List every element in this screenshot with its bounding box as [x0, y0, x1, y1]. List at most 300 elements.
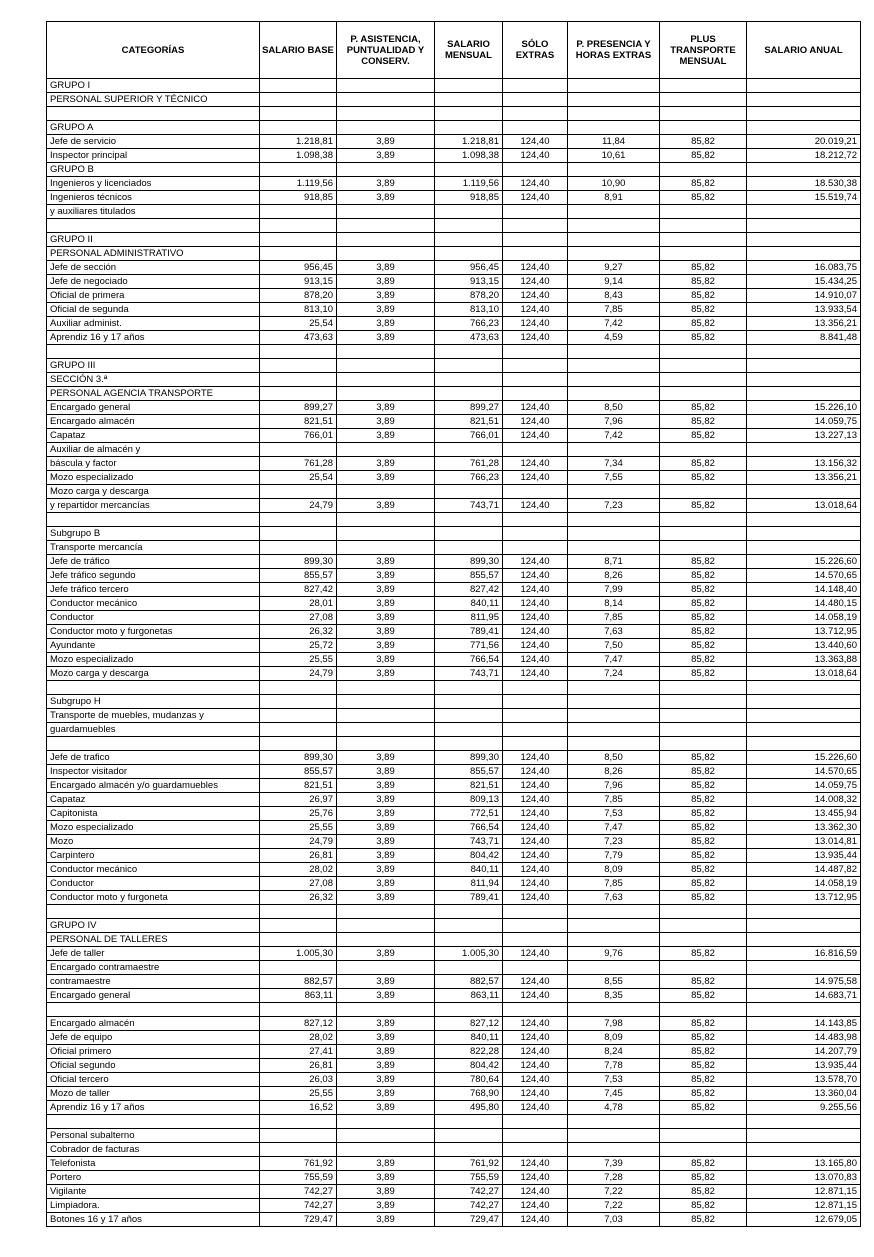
cell-p-asistencia: 3,89 [337, 863, 435, 877]
cell-p-asistencia [337, 1129, 435, 1143]
cell-plus-transporte [660, 1115, 747, 1129]
cell-category: Carpintero [47, 849, 260, 863]
table-row [47, 1185, 861, 1199]
cell-solo-extras: 124,40 [503, 989, 568, 1003]
cell-p-presencia: 7,85 [568, 611, 660, 625]
cell-plus-transporte: 85,82 [660, 1185, 747, 1199]
cell-salario-mensual: 743,71 [435, 499, 503, 513]
table-row [47, 1059, 861, 1073]
cell-salario-anual [747, 961, 861, 975]
cell-salario-anual: 14.487,82 [747, 863, 861, 877]
cell-salario-mensual: 761,28 [435, 457, 503, 471]
cell-p-presencia [568, 527, 660, 541]
cell-salario-anual [747, 513, 861, 527]
table-row [47, 527, 861, 541]
cell-solo-extras: 124,40 [503, 1185, 568, 1199]
cell-salario-anual: 9.255,56 [747, 1101, 861, 1115]
table-row [47, 863, 861, 877]
cell-p-presencia: 8,55 [568, 975, 660, 989]
cell-salario-base: 16,52 [260, 1101, 337, 1115]
cell-p-presencia: 7,28 [568, 1171, 660, 1185]
table-row [47, 919, 861, 933]
cell-p-asistencia: 3,89 [337, 779, 435, 793]
cell-solo-extras: 124,40 [503, 1101, 568, 1115]
cell-p-asistencia: 3,89 [337, 191, 435, 205]
cell-p-presencia [568, 709, 660, 723]
cell-p-asistencia [337, 219, 435, 233]
cell-category: Subgrupo H [47, 695, 260, 709]
cell-salario-anual [747, 1129, 861, 1143]
cell-salario-base: 855,57 [260, 765, 337, 779]
cell-salario-base [260, 527, 337, 541]
cell-p-presencia: 9,27 [568, 261, 660, 275]
cell-category: GRUPO III [47, 359, 260, 373]
cell-salario-anual: 13.360,04 [747, 1087, 861, 1101]
table-row [47, 653, 861, 667]
cell-category: Jefe de equipo [47, 1031, 260, 1045]
cell-salario-mensual: 789,41 [435, 625, 503, 639]
cell-plus-transporte: 85,82 [660, 1101, 747, 1115]
cell-category [47, 905, 260, 919]
cell-category [47, 1115, 260, 1129]
cell-p-presencia: 4,78 [568, 1101, 660, 1115]
cell-p-asistencia: 3,89 [337, 821, 435, 835]
cell-salario-anual: 13.156,32 [747, 457, 861, 471]
cell-p-presencia: 11,84 [568, 135, 660, 149]
cell-solo-extras: 124,40 [503, 835, 568, 849]
cell-salario-base: 27,08 [260, 611, 337, 625]
cell-solo-extras: 124,40 [503, 191, 568, 205]
cell-plus-transporte: 85,82 [660, 1045, 747, 1059]
table-row [47, 387, 861, 401]
cell-p-presencia: 7,85 [568, 877, 660, 891]
cell-plus-transporte [660, 485, 747, 499]
cell-p-presencia: 7,98 [568, 1017, 660, 1031]
cell-salario-mensual: 827,12 [435, 1017, 503, 1031]
cell-p-presencia: 7,53 [568, 807, 660, 821]
cell-salario-mensual: 473,63 [435, 331, 503, 345]
table-row [47, 1101, 861, 1115]
table-row [47, 835, 861, 849]
cell-solo-extras: 124,40 [503, 471, 568, 485]
cell-p-presencia: 8,26 [568, 765, 660, 779]
table-row [47, 121, 861, 135]
cell-category: Conductor moto y furgoneta [47, 891, 260, 905]
table-row [47, 219, 861, 233]
cell-salario-base: 1.218,81 [260, 135, 337, 149]
cell-plus-transporte: 85,82 [660, 653, 747, 667]
cell-category: Encargado almacén [47, 415, 260, 429]
cell-category: Capataz [47, 429, 260, 443]
cell-salario-anual: 14.059,75 [747, 415, 861, 429]
cell-p-presencia: 8,26 [568, 569, 660, 583]
cell-p-presencia [568, 905, 660, 919]
cell-p-asistencia: 3,89 [337, 569, 435, 583]
cell-salario-base: 1.098,38 [260, 149, 337, 163]
cell-category: GRUPO II [47, 233, 260, 247]
cell-solo-extras [503, 219, 568, 233]
cell-p-presencia: 7,03 [568, 1213, 660, 1227]
cell-category: y repartidor mercancías [47, 499, 260, 513]
cell-salario-base [260, 919, 337, 933]
cell-salario-mensual [435, 919, 503, 933]
cell-salario-mensual: 813,10 [435, 303, 503, 317]
table-row [47, 107, 861, 121]
cell-salario-base: 24,79 [260, 667, 337, 681]
cell-p-asistencia: 3,89 [337, 877, 435, 891]
cell-category: GRUPO I [47, 79, 260, 93]
cell-category: Subgrupo B [47, 527, 260, 541]
table-row [47, 191, 861, 205]
cell-salario-anual [747, 1003, 861, 1017]
cell-salario-base: 1.119,56 [260, 177, 337, 191]
table-row [47, 681, 861, 695]
cell-solo-extras [503, 93, 568, 107]
cell-p-asistencia: 3,89 [337, 261, 435, 275]
cell-solo-extras [503, 737, 568, 751]
cell-category [47, 513, 260, 527]
cell-plus-transporte: 85,82 [660, 1087, 747, 1101]
cell-solo-extras: 124,40 [503, 401, 568, 415]
header-salario-anual: SALARIO ANUAL [747, 22, 861, 79]
cell-solo-extras [503, 961, 568, 975]
cell-salario-anual [747, 933, 861, 947]
cell-solo-extras: 124,40 [503, 611, 568, 625]
table-row [47, 737, 861, 751]
table-row [47, 247, 861, 261]
cell-p-presencia: 7,47 [568, 653, 660, 667]
cell-salario-mensual: 766,23 [435, 471, 503, 485]
table-row [47, 233, 861, 247]
cell-salario-base: 26,81 [260, 849, 337, 863]
cell-salario-anual [747, 527, 861, 541]
table-row [47, 415, 861, 429]
cell-plus-transporte [660, 737, 747, 751]
cell-category: Oficial de primera [47, 289, 260, 303]
cell-p-presencia [568, 79, 660, 93]
cell-solo-extras [503, 107, 568, 121]
table-row [47, 1171, 861, 1185]
cell-salario-base: 28,02 [260, 1031, 337, 1045]
cell-p-asistencia: 3,89 [337, 303, 435, 317]
cell-salario-base [260, 373, 337, 387]
cell-solo-extras [503, 443, 568, 457]
cell-salario-base [260, 219, 337, 233]
cell-p-presencia: 7,34 [568, 457, 660, 471]
cell-salario-mensual [435, 373, 503, 387]
cell-salario-mensual: 766,54 [435, 653, 503, 667]
cell-salario-mensual [435, 1003, 503, 1017]
cell-plus-transporte: 85,82 [660, 415, 747, 429]
cell-salario-anual: 15.226,60 [747, 751, 861, 765]
cell-plus-transporte [660, 1003, 747, 1017]
cell-p-asistencia [337, 513, 435, 527]
cell-category: contramaestre [47, 975, 260, 989]
cell-salario-base [260, 93, 337, 107]
cell-salario-anual [747, 219, 861, 233]
cell-salario-mensual: 821,51 [435, 779, 503, 793]
cell-salario-anual: 14.059,75 [747, 779, 861, 793]
cell-salario-base: 25,55 [260, 653, 337, 667]
cell-solo-extras: 124,40 [503, 751, 568, 765]
cell-category: Conductor [47, 611, 260, 625]
header-p-presencia: P. PRESENCIA Y HORAS EXTRAS [568, 22, 660, 79]
cell-plus-transporte: 85,82 [660, 1213, 747, 1227]
cell-category: PERSONAL ADMINISTRATIVO [47, 247, 260, 261]
cell-salario-mensual: 899,30 [435, 751, 503, 765]
cell-solo-extras: 124,40 [503, 583, 568, 597]
cell-salario-base: 863,11 [260, 989, 337, 1003]
cell-salario-base: 855,57 [260, 569, 337, 583]
cell-p-presencia: 4,59 [568, 331, 660, 345]
cell-p-asistencia: 3,89 [337, 317, 435, 331]
cell-p-presencia [568, 681, 660, 695]
cell-p-asistencia: 3,89 [337, 275, 435, 289]
cell-plus-transporte [660, 359, 747, 373]
cell-p-presencia [568, 387, 660, 401]
cell-salario-anual: 13.935,44 [747, 849, 861, 863]
cell-category: Jefe de sección [47, 261, 260, 275]
cell-salario-base: 827,42 [260, 583, 337, 597]
cell-plus-transporte [660, 373, 747, 387]
cell-salario-base [260, 247, 337, 261]
cell-p-asistencia: 3,89 [337, 1059, 435, 1073]
cell-p-presencia: 8,43 [568, 289, 660, 303]
cell-p-asistencia [337, 723, 435, 737]
cell-plus-transporte: 85,82 [660, 667, 747, 681]
cell-p-asistencia [337, 205, 435, 219]
cell-salario-anual: 18.212,72 [747, 149, 861, 163]
cell-plus-transporte: 85,82 [660, 947, 747, 961]
table-row [47, 555, 861, 569]
table-row [47, 1213, 861, 1227]
cell-plus-transporte [660, 443, 747, 457]
cell-p-asistencia: 3,89 [337, 401, 435, 415]
cell-solo-extras [503, 205, 568, 219]
cell-category [47, 219, 260, 233]
table-row [47, 905, 861, 919]
cell-category: Ayundante [47, 639, 260, 653]
table-row [47, 331, 861, 345]
table-row [47, 891, 861, 905]
cell-p-presencia: 7,96 [568, 415, 660, 429]
cell-p-presencia: 8,24 [568, 1045, 660, 1059]
cell-salario-anual: 13.356,21 [747, 471, 861, 485]
cell-salario-anual [747, 723, 861, 737]
cell-salario-anual: 18.530,38 [747, 177, 861, 191]
cell-salario-mensual: 840,11 [435, 863, 503, 877]
cell-p-asistencia [337, 359, 435, 373]
cell-salario-mensual [435, 681, 503, 695]
cell-category: Inspector visitador [47, 765, 260, 779]
cell-salario-base [260, 905, 337, 919]
cell-category: Mozo especializado [47, 821, 260, 835]
cell-p-presencia: 7,50 [568, 639, 660, 653]
salary-table-container [46, 21, 860, 1227]
cell-salario-mensual: 855,57 [435, 569, 503, 583]
cell-p-asistencia: 3,89 [337, 835, 435, 849]
cell-p-presencia: 7,23 [568, 499, 660, 513]
cell-p-presencia: 8,35 [568, 989, 660, 1003]
cell-salario-mensual [435, 359, 503, 373]
cell-category: Jefe de taller [47, 947, 260, 961]
cell-p-presencia: 7,22 [568, 1185, 660, 1199]
cell-salario-base: 25,72 [260, 639, 337, 653]
cell-solo-extras [503, 163, 568, 177]
cell-salario-anual [747, 681, 861, 695]
cell-salario-mensual: 821,51 [435, 415, 503, 429]
cell-solo-extras [503, 121, 568, 135]
cell-salario-mensual [435, 695, 503, 709]
cell-salario-anual [747, 443, 861, 457]
cell-solo-extras: 124,40 [503, 639, 568, 653]
cell-category: Transporte mercancía [47, 541, 260, 555]
cell-salario-base: 899,27 [260, 401, 337, 415]
cell-category: Jefe de negociado [47, 275, 260, 289]
cell-salario-base: 24,79 [260, 835, 337, 849]
cell-category: Encargado general [47, 989, 260, 1003]
cell-salario-anual: 15.434,25 [747, 275, 861, 289]
cell-p-presencia: 7,45 [568, 1087, 660, 1101]
cell-solo-extras: 124,40 [503, 863, 568, 877]
cell-plus-transporte [660, 219, 747, 233]
cell-p-asistencia [337, 345, 435, 359]
cell-p-asistencia [337, 79, 435, 93]
cell-salario-anual: 15.226,10 [747, 401, 861, 415]
table-row [47, 93, 861, 107]
cell-salario-anual: 13.712,95 [747, 891, 861, 905]
cell-plus-transporte: 85,82 [660, 989, 747, 1003]
cell-salario-mensual: 1.218,81 [435, 135, 503, 149]
table-row [47, 1003, 861, 1017]
cell-p-asistencia: 3,89 [337, 653, 435, 667]
cell-category: Portero [47, 1171, 260, 1185]
cell-solo-extras: 124,40 [503, 289, 568, 303]
table-row [47, 793, 861, 807]
cell-p-presencia: 7,47 [568, 821, 660, 835]
cell-salario-mensual: 761,92 [435, 1157, 503, 1171]
header-salario-mensual: SALARIO MENSUAL [435, 22, 503, 79]
cell-salario-base: 913,15 [260, 275, 337, 289]
table-row [47, 849, 861, 863]
cell-salario-anual: 13.578,70 [747, 1073, 861, 1087]
cell-salario-base: 918,85 [260, 191, 337, 205]
cell-salario-base: 761,28 [260, 457, 337, 471]
cell-salario-base: 956,45 [260, 261, 337, 275]
cell-salario-mensual: 804,42 [435, 849, 503, 863]
cell-plus-transporte: 85,82 [660, 1157, 747, 1171]
cell-p-asistencia [337, 737, 435, 751]
cell-category: Mozo carga y descarga [47, 667, 260, 681]
table-row [47, 1199, 861, 1213]
cell-salario-base: 27,08 [260, 877, 337, 891]
cell-plus-transporte: 85,82 [660, 975, 747, 989]
table-row [47, 359, 861, 373]
cell-salario-anual [747, 905, 861, 919]
cell-salario-mensual [435, 205, 503, 219]
cell-salario-anual: 13.455,94 [747, 807, 861, 821]
cell-salario-base [260, 79, 337, 93]
cell-plus-transporte: 85,82 [660, 821, 747, 835]
cell-plus-transporte: 85,82 [660, 597, 747, 611]
cell-p-asistencia: 3,89 [337, 1087, 435, 1101]
cell-solo-extras: 124,40 [503, 1199, 568, 1213]
cell-plus-transporte [660, 93, 747, 107]
cell-solo-extras: 124,40 [503, 317, 568, 331]
cell-p-asistencia: 3,89 [337, 625, 435, 639]
cell-category: Conductor [47, 877, 260, 891]
cell-p-presencia: 7,23 [568, 835, 660, 849]
cell-salario-base [260, 443, 337, 457]
cell-plus-transporte: 85,82 [660, 765, 747, 779]
cell-salario-mensual: 1.098,38 [435, 149, 503, 163]
cell-solo-extras: 124,40 [503, 429, 568, 443]
cell-p-presencia [568, 163, 660, 177]
cell-salario-mensual: 729,47 [435, 1213, 503, 1227]
cell-plus-transporte: 85,82 [660, 849, 747, 863]
cell-p-presencia [568, 443, 660, 457]
table-row [47, 933, 861, 947]
cell-plus-transporte: 85,82 [660, 877, 747, 891]
cell-salario-base: 742,27 [260, 1199, 337, 1213]
cell-salario-base: 729,47 [260, 1213, 337, 1227]
cell-p-asistencia [337, 905, 435, 919]
cell-solo-extras: 124,40 [503, 1017, 568, 1031]
cell-category: Mozo [47, 835, 260, 849]
table-row [47, 513, 861, 527]
cell-salario-mensual [435, 1115, 503, 1129]
cell-plus-transporte [660, 695, 747, 709]
table-row [47, 877, 861, 891]
cell-category: báscula y factor [47, 457, 260, 471]
cell-salario-base: 766,01 [260, 429, 337, 443]
table-row [47, 1045, 861, 1059]
cell-salario-base [260, 121, 337, 135]
cell-salario-base: 813,10 [260, 303, 337, 317]
cell-salario-mensual: 863,11 [435, 989, 503, 1003]
cell-p-presencia: 7,85 [568, 303, 660, 317]
cell-solo-extras: 124,40 [503, 261, 568, 275]
table-row [47, 261, 861, 275]
cell-salario-mensual [435, 737, 503, 751]
table-row [47, 289, 861, 303]
table-row [47, 317, 861, 331]
cell-salario-anual: 13.440,60 [747, 639, 861, 653]
cell-plus-transporte: 85,82 [660, 835, 747, 849]
cell-plus-transporte: 85,82 [660, 1059, 747, 1073]
cell-p-asistencia: 3,89 [337, 667, 435, 681]
cell-solo-extras [503, 919, 568, 933]
cell-p-asistencia: 3,89 [337, 289, 435, 303]
cell-salario-mensual: 1.119,56 [435, 177, 503, 191]
cell-salario-mensual: 809,13 [435, 793, 503, 807]
cell-salario-mensual: 956,45 [435, 261, 503, 275]
cell-salario-base: 28,01 [260, 597, 337, 611]
cell-p-presencia: 7,39 [568, 1157, 660, 1171]
cell-plus-transporte [660, 107, 747, 121]
cell-category: Botones 16 y 17 años [47, 1213, 260, 1227]
cell-p-asistencia: 3,89 [337, 849, 435, 863]
cell-salario-base [260, 359, 337, 373]
cell-plus-transporte [660, 1143, 747, 1157]
cell-plus-transporte: 85,82 [660, 331, 747, 345]
cell-category: Ingenieros técnicos [47, 191, 260, 205]
cell-p-asistencia [337, 1143, 435, 1157]
cell-plus-transporte: 85,82 [660, 1171, 747, 1185]
cell-category: Telefonista [47, 1157, 260, 1171]
cell-plus-transporte [660, 247, 747, 261]
cell-salario-mensual [435, 247, 503, 261]
